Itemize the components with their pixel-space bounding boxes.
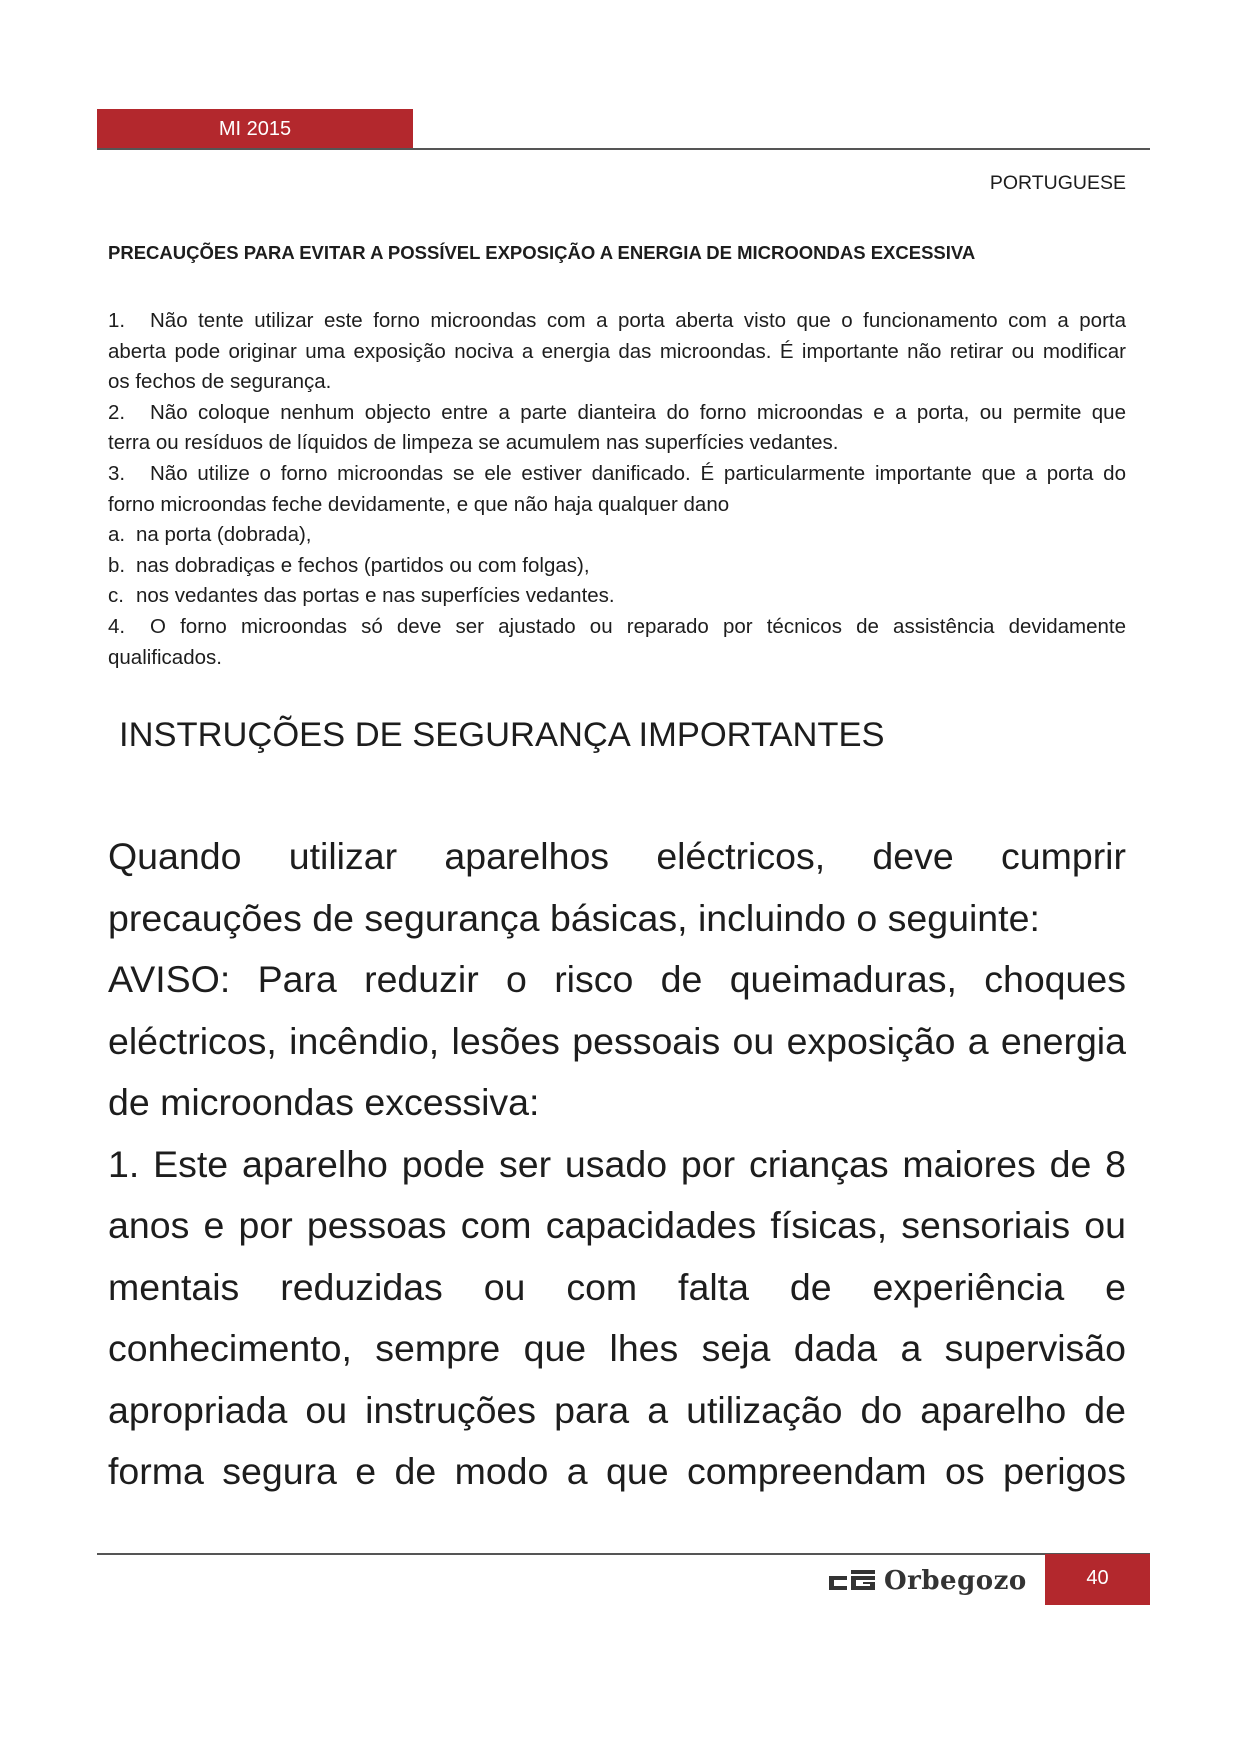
page-number: 40	[1045, 1554, 1150, 1605]
item-text: Não utilize o forno microondas se ele estiver danificado. É particularmente importante que a porta do	[150, 461, 1126, 485]
precautions-list	[108, 306, 1126, 673]
safety-section-title: INSTRUÇÕES DE SEGURANÇA IMPORTANTES	[119, 716, 885, 754]
header-divider	[97, 148, 1150, 150]
sub-item	[108, 581, 1126, 612]
item-text-line: os fechos de segurança.	[108, 370, 332, 394]
brand-emblem-icon	[829, 1570, 875, 1592]
brand-logo: Orbegozo	[884, 1566, 1027, 1596]
sub-item-label: b.	[108, 553, 126, 577]
sub-item-label: c.	[108, 584, 124, 608]
instruction-line: 1. Este aparelho pode ser usado por crianças maiores de 8	[108, 1142, 1126, 1185]
item-text: Não tente utilizar este forno microondas com a porta aberta visto que o funcionamento com a porta	[150, 309, 1126, 332]
list-item-line	[108, 306, 1126, 337]
item-number: 3.	[108, 461, 126, 485]
instruction-line: apropriada ou instruções para a utilização do aparelho de	[108, 1388, 1126, 1431]
sub-item	[108, 551, 1126, 582]
language-label: PORTUGUESE	[989, 172, 1126, 194]
instruction-line: mentais reduzidas ou com falta de experiência e	[108, 1265, 1126, 1308]
sub-item-label: a.	[108, 523, 126, 547]
sub-item-text: nos vedantes das portas e nas superfícies vedantes.	[136, 584, 615, 608]
warning-line: de microondas excessiva:	[108, 1081, 540, 1123]
instruction-line: forma segura e de modo a que compreendam os perigos	[108, 1450, 1126, 1492]
warning-line: AVISO: Para reduzir o risco de queimaduras, choques	[108, 958, 1126, 1000]
precautions-title: PRECAUÇÕES PARA EVITAR A POSSÍVEL EXPOSIÇÃO A ENERGIA DE MICROONDAS EXCESSIVA	[108, 242, 976, 263]
doc-code-banner: MI 2015	[97, 109, 413, 149]
item-text-line: forno microondas feche devidamente, e que não haja qualquer dano	[108, 492, 730, 516]
instruction-line: anos e por pessoas com capacidades físicas, sensoriais ou	[108, 1204, 1126, 1246]
safety-body	[108, 826, 1126, 1503]
list-item-line	[108, 612, 1126, 643]
item-number: 1.	[108, 309, 126, 332]
item-number: 4.	[108, 614, 126, 638]
instruction-line: conhecimento, sempre que lhes seja dada a supervisão	[108, 1327, 1126, 1369]
item-text-line: qualificados.	[108, 645, 222, 669]
list-item-line	[108, 398, 1126, 429]
item-text-line: aberta pode originar uma exposição nociva a energia das microondas. É importante não retirar ou modificar	[108, 339, 1126, 363]
item-number: 2.	[108, 400, 126, 424]
item-text: Não coloque nenhum objecto entre a parte dianteira do forno microondas e a porta, ou permite que	[150, 400, 1126, 424]
sub-item	[108, 520, 1126, 551]
warning-line: eléctricos, incêndio, lesões pessoais ou exposição a energia	[108, 1019, 1126, 1062]
footer-divider	[97, 1553, 1150, 1555]
paragraph-line: precauções de segurança básicas, incluindo o seguinte:	[108, 896, 1040, 939]
sub-item-text: na porta (dobrada),	[136, 523, 312, 547]
item-text-line: terra ou resíduos de líquidos de limpeza se acumulem nas superfícies vedantes.	[108, 431, 839, 455]
sub-item-text: nas dobradiças e fechos (partidos ou com folgas),	[136, 553, 590, 577]
paragraph-line: Quando utilizar aparelhos eléctricos, deve cumprir	[108, 835, 1126, 877]
item-text: O forno microondas só deve ser ajustado ou reparado por técnicos de assistência devidamente	[150, 614, 1126, 638]
list-item-line	[108, 459, 1126, 490]
